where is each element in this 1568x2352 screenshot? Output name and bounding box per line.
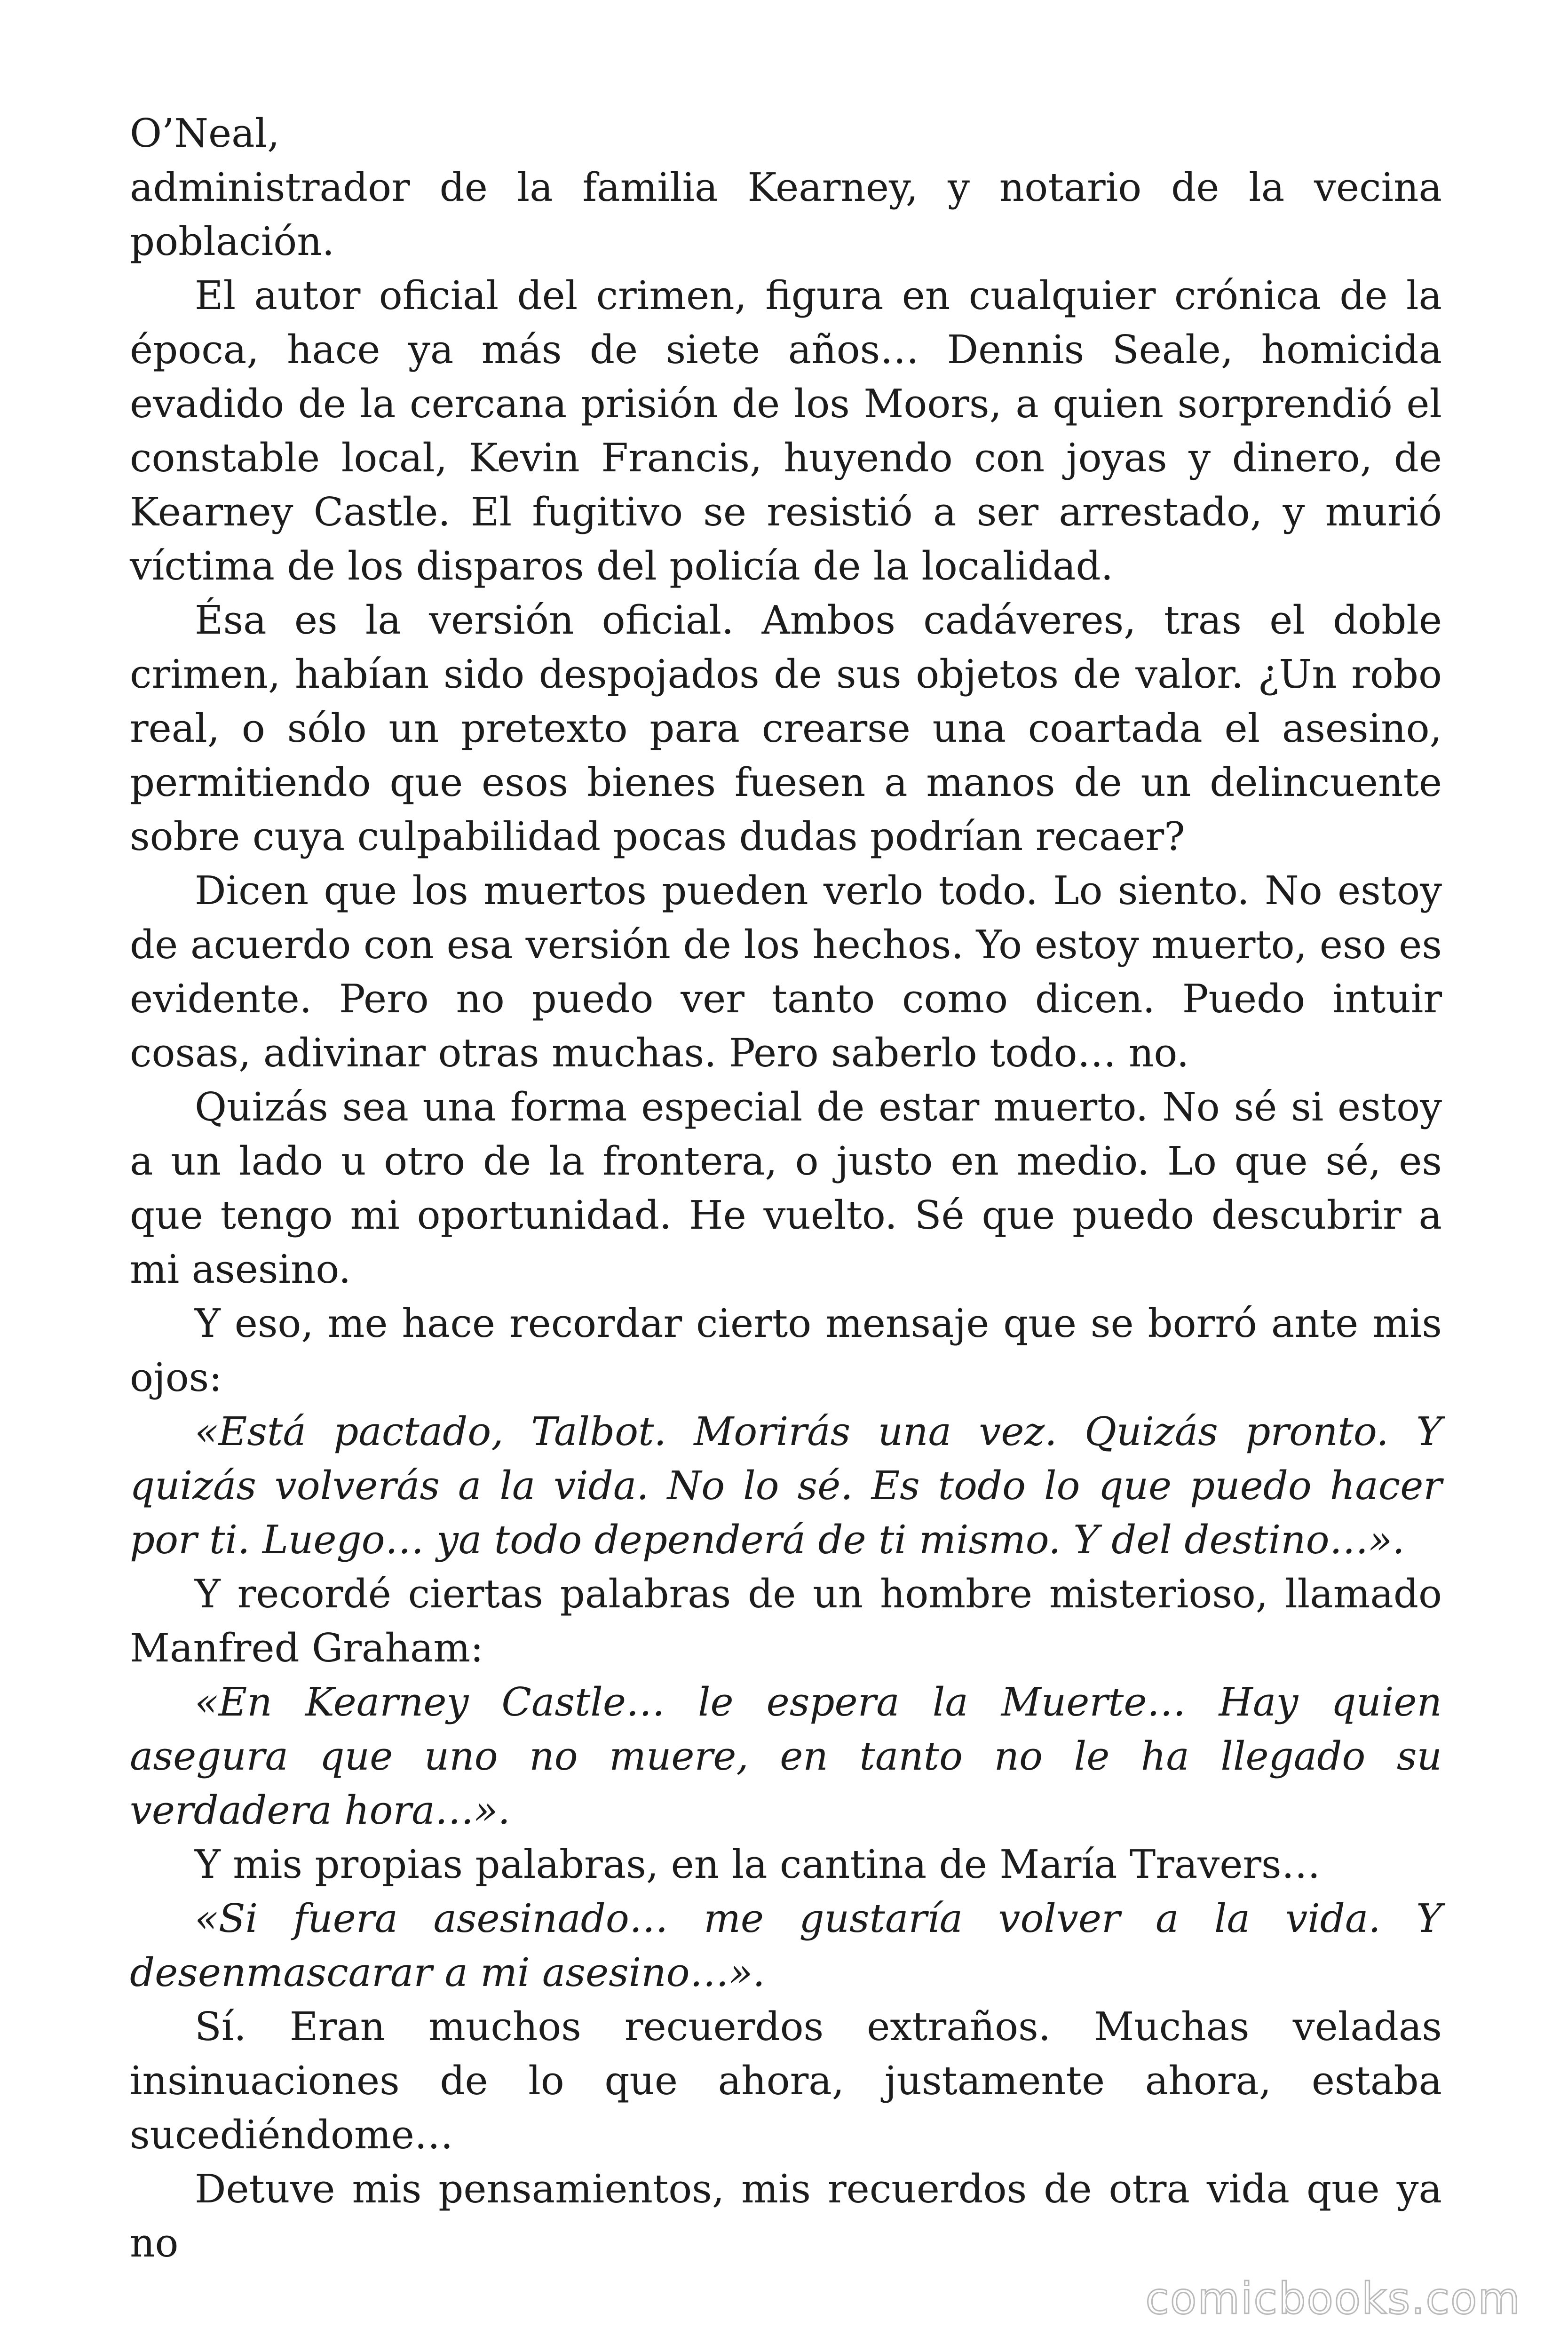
page-body [130,106,1442,2270]
paragraph: Detuve mis pensamientos, mis recuerdos de otra vida que ya no [130,2166,1442,2266]
paragraph: administrador de la familia Kearney, y notario de la vecina población. [130,165,1442,264]
paragraph: Sí. Eran muchos recuerdos extraños. Muchas veladas insinuaciones de lo que ahora, justamente ahora, estaba sucediéndome… [130,2004,1442,2158]
paragraph: Y eso, me hace recordar cierto mensaje que se borró ante mis ojos: [130,1301,1442,1400]
quote-paragraph: «Está pactado, Talbot. Morirás una vez. Quizás pronto. Y quizás volverás a la vida. No lo sé. Es todo lo que puedo hacer por ti. Luego… ya todo dependerá de ti mismo. Y del destino…». [130,1409,1442,1563]
quote-paragraph: «En Kearney Castle… le espera la Muerte… Hay quien asegura que uno no muere, en tanto no le ha llegado su verdadera hora…». [130,1679,1442,1833]
paragraph: Dicen que los muertos pueden verlo todo. Lo siento. No estoy de acuerdo con esa versión de los hechos. Yo estoy muerto, eso es evidente. Pero no puedo ver tanto como dicen. Puedo intuir cosas, adivinar otras muchas. Pero saberlo todo… no. [130,868,1442,1076]
paragraph: Y recordé ciertas palabras de un hombre misterioso, llamado Manfred Graham: [130,1571,1442,1671]
quote-paragraph: «Si fuera asesinado… me gustaría volver a la vida. Y desenmascarar a mi asesino…». [130,1896,1442,1995]
paragraph: Y mis propias palabras, en la cantina de María Travers… [195,1842,1321,1887]
paragraph: Ésa es la versión oficial. Ambos cadáveres, tras el doble crimen, habían sido despojados de sus objetos de valor. ¿Un robo real, o sólo un pretexto para crearse una coartada el asesino, permitiendo que esos bienes fuesen a manos de un delincuente sobre cuya culpabilidad pocas dudas podrían recaer? [130,597,1442,859]
watermark: comicbooks.com [1145,2273,1521,2324]
paragraph: O’Neal, [130,111,280,156]
paragraph: El autor oficial del crimen, figura en cualquier crónica de la época, hace ya más de siete años… Dennis Seale, homicida evadido de la cercana prisión de los Moors, a quien sorprendió el constable local, Kevin Francis, huyendo con joyas y dinero, de Kearney Castle. El fugitivo se resistió a ser arrestado, y murió víctima de los disparos del policía de la localidad. [130,273,1442,589]
paragraph: Quizás sea una forma especial de estar muerto. No sé si estoy a un lado u otro de la frontera, o justo en medio. Lo que sé, es que tengo mi oportunidad. He vuelto. Sé que puedo descubrir a mi asesino. [130,1084,1442,1292]
